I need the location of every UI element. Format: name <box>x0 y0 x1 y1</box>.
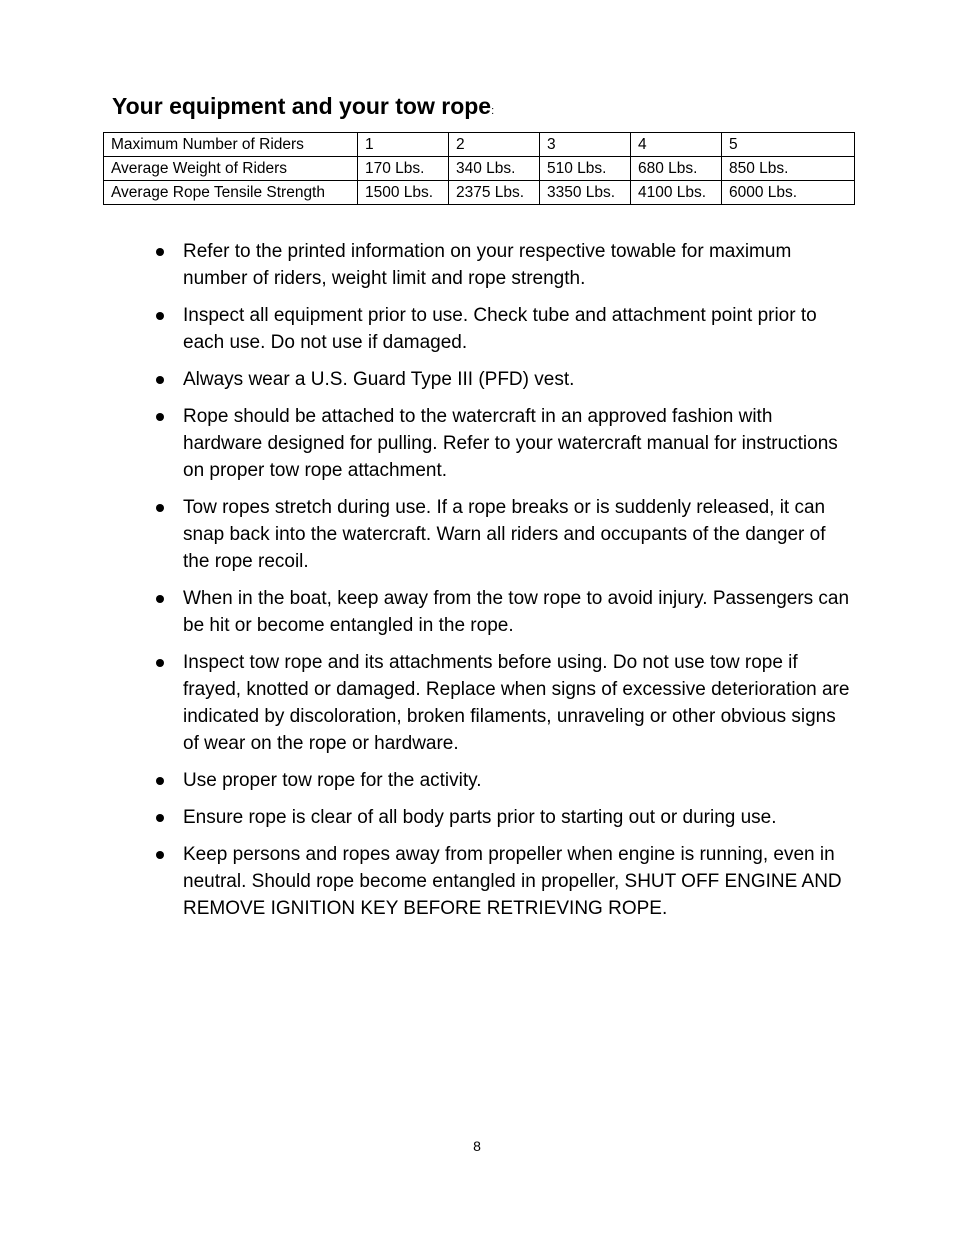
bullet-icon <box>156 376 164 384</box>
list-item <box>183 302 853 356</box>
list-item <box>183 238 853 292</box>
list-item-text: Keep persons and ropes away from propeller when engine is running, even in neutral. Should rope become entangled in propeller, SHUT OFF ENGINE AND REMOVE IGNITION KEY BEFORE RETRIEVING ROPE. <box>183 844 842 919</box>
table-row-max-riders <box>104 133 855 157</box>
section-heading-colon: : <box>491 105 495 117</box>
list-item-text: Use proper tow rope for the activity. <box>183 770 482 791</box>
row-label: Average Weight of Riders <box>104 157 358 181</box>
list-item-text: Ensure rope is clear of all body parts prior to starting out or during use. <box>183 807 777 828</box>
table-cell: 3 <box>540 133 631 157</box>
list-item <box>183 366 853 393</box>
list-item-text: Rope should be attached to the watercraft in an approved fashion with hardware designed for pulling. Refer to your watercraft manual for instructions on proper tow rope attachment. <box>183 406 838 481</box>
list-item-text: Tow ropes stretch during use. If a rope breaks or is suddenly released, it can snap back into the watercraft. Warn all riders and occupants of the danger of the rope recoil. <box>183 497 826 572</box>
table-cell: 1 <box>358 133 449 157</box>
table-cell: 680 Lbs. <box>631 157 722 181</box>
table-cell: 850 Lbs. <box>722 157 855 181</box>
table-cell: 2 <box>449 133 540 157</box>
page-number: 8 <box>473 1138 481 1154</box>
list-item <box>183 767 853 794</box>
list-item <box>183 649 853 757</box>
bullet-icon <box>156 248 164 256</box>
list-item <box>183 804 853 831</box>
table-row-average-weight <box>104 157 855 181</box>
table-cell: 340 Lbs. <box>449 157 540 181</box>
table-cell: 3350 Lbs. <box>540 181 631 205</box>
list-item <box>183 494 853 575</box>
row-label: Average Rope Tensile Strength <box>104 181 358 205</box>
list-item-text: Always wear a U.S. Guard Type III (PFD) vest. <box>183 369 575 390</box>
table-row-tensile-strength <box>104 181 855 205</box>
table-cell: 170 Lbs. <box>358 157 449 181</box>
section-heading-title: Your equipment and your tow rope <box>112 93 492 119</box>
bullet-icon <box>156 312 164 320</box>
section-heading <box>112 90 494 127</box>
table-cell: 2375 Lbs. <box>449 181 540 205</box>
bullet-icon <box>156 814 164 822</box>
safety-rules-list <box>183 238 853 932</box>
bullet-icon <box>156 595 164 603</box>
bullet-icon <box>156 851 164 859</box>
table-cell: 4 <box>631 133 722 157</box>
list-item <box>183 585 853 639</box>
bullet-icon <box>156 777 164 785</box>
table-cell: 5 <box>722 133 855 157</box>
bullet-icon <box>156 504 164 512</box>
list-item-text: Inspect tow rope and its attachments before using. Do not use tow rope if frayed, knotted or damaged. Replace when signs of excessive deterioration are indicated by discoloration, broken filaments, unraveling or other obvious signs of wear on the rope or hardware. <box>183 652 850 754</box>
list-item-text: When in the boat, keep away from the tow rope to avoid injury. Passengers can be hit or become entangled in the rope. <box>183 588 850 636</box>
row-label: Maximum Number of Riders <box>104 133 358 157</box>
bullet-icon <box>156 413 164 421</box>
list-item-text: Inspect all equipment prior to use. Check tube and attachment point prior to each use. Do not use if damaged. <box>183 305 817 353</box>
specs-table <box>103 132 855 205</box>
table-cell: 510 Lbs. <box>540 157 631 181</box>
bullet-icon <box>156 659 164 667</box>
table-cell: 6000 Lbs. <box>722 181 855 205</box>
list-item <box>183 403 853 484</box>
list-item <box>183 841 853 922</box>
table-cell: 1500 Lbs. <box>358 181 449 205</box>
list-item-text: Refer to the printed information on your respective towable for maximum number of riders, weight limit and rope strength. <box>183 241 792 289</box>
table-cell: 4100 Lbs. <box>631 181 722 205</box>
